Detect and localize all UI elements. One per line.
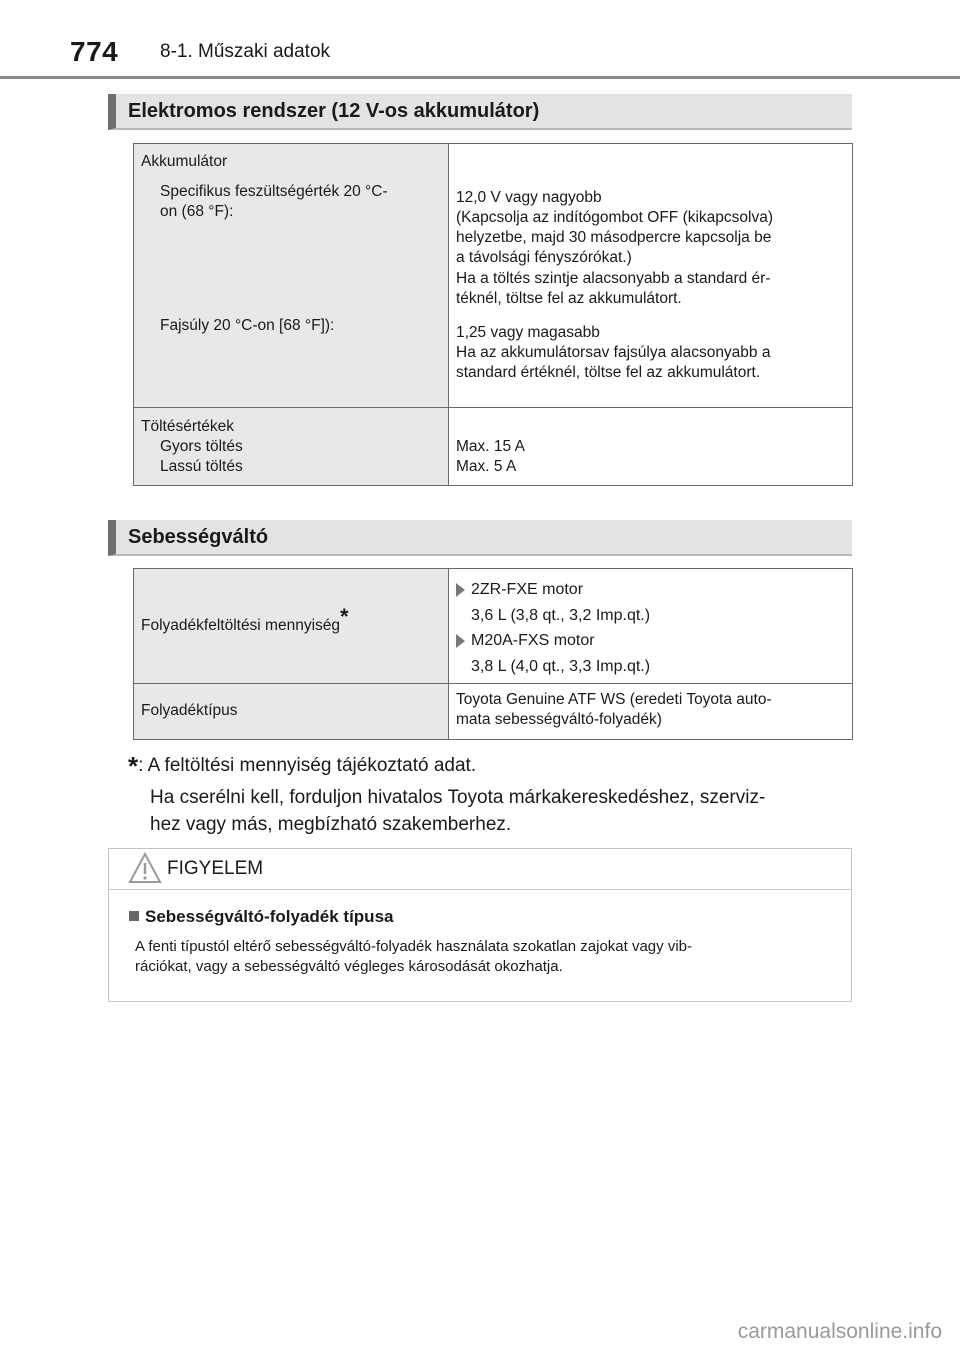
section-title-text: Sebességváltó [128,526,269,548]
warning-subtitle-text: Sebességváltó-folyadék típusa [145,907,394,926]
fast-charge-label: Gyors töltés [160,438,243,456]
voltage-value: 12,0 V vagy nagyobb (Kapcsolja az indítógombot OFF (kikapcsolva) helyzetbe, majd 30 másodpercre kapcsolja be a távolsági fényszórókat.) Ha a töltés szintje alacsonyabb a standard ér- téknél, töltse fel az akkumulátort. [456,189,774,307]
engine1-name: 2ZR-FXE motor [471,581,584,598]
engine2-item [456,628,852,654]
slow-charge-label: Lassú töltés [160,458,243,476]
capacity-label [134,603,448,636]
chapter-title: 8-1. Műszaki adatok [160,41,331,62]
section-title-electrical [108,94,852,130]
triangle-bullet-icon [456,634,465,648]
engine2-name: M20A-FXS motor [471,632,595,650]
footnote [128,748,848,839]
square-bullet-icon [129,911,139,921]
capacity-label-text: Folyadékfeltöltési mennyiség [141,616,341,634]
watermark: carmanualsonline.info [737,1320,942,1343]
page-number: 774 [70,36,119,67]
section-title-transmission [108,520,852,556]
fluid-type-value-cell [449,684,853,740]
warning-header [109,849,851,890]
warning-box [108,848,852,1002]
electrical-spec-table [133,143,853,486]
warning-text: A fenti típustól eltérő sebességváltó-folyadék használata szokatlan zajokat vagy vib- rációkat, vagy a sebességváltó végleges károsodását okozhatja. [135,938,692,976]
engine1-capacity: 3,6 L (3,8 qt., 3,2 Imp.qt.) [471,606,651,624]
table-row-fluid-type [134,684,853,740]
header-rule [0,76,960,79]
engine1-item [456,577,852,603]
warning-triangle-icon [128,851,162,885]
footnote-line-2: Ha cserélni kell, forduljon hivatalos Toyota márkakereskedéshez, szerviz- [150,786,766,808]
capacity-label-cell [134,569,449,684]
charge-label: Töltésértékek [141,418,235,435]
fluid-type-value: Toyota Genuine ATF WS (eredeti Toyota auto- mata sebességváltó-folyadék) [456,691,772,729]
fluid-type-label: Folyadéktípus [141,702,238,720]
engine2-capacity: 3,8 L (4,0 qt., 3,3 Imp.qt.) [471,657,651,675]
table-row-battery [134,144,853,408]
table-row-capacity [134,569,853,684]
charge-label-cell [134,408,449,486]
footnote-asterisk: * [128,751,139,781]
battery-value-cell [449,144,853,408]
warning-subtitle [129,907,393,927]
triangle-bullet-icon [456,583,465,597]
footnote-line-1 [128,748,848,785]
gravity-label: Fajsúly 20 °C-on [68 °F]): [160,317,335,335]
warning-title: FIGYELEM [167,858,264,879]
charge-value-cell [449,408,853,486]
transmission-spec-table [133,568,853,740]
footnote-text-1: : A feltöltési mennyiség tájékoztató adat. [138,755,477,776]
capacity-value-cell [449,569,853,684]
battery-label: Akkumulátor [141,153,228,170]
page-header [0,0,960,80]
slow-charge-value: Max. 5 A [456,458,517,476]
asterisk-mark: * [340,603,349,629]
battery-label-cell [134,144,449,408]
fluid-type-label-cell [134,684,449,740]
fast-charge-value: Max. 15 A [456,438,525,455]
footnote-line-3: hez vagy más, megbízható szakemberhez. [150,813,512,835]
table-row-charge [134,408,853,486]
gravity-value: 1,25 vagy magasabb Ha az akkumulátorsav fajsúlya alacsonyabb a standard értéknél, töltse fel az akkumulátort. [456,323,771,382]
voltage-label: Specifikus feszültségérték 20 °C- on (68 °F): [160,183,388,221]
section-title-text: Elektromos rendszer (12 V-os akkumulátor) [128,100,540,122]
